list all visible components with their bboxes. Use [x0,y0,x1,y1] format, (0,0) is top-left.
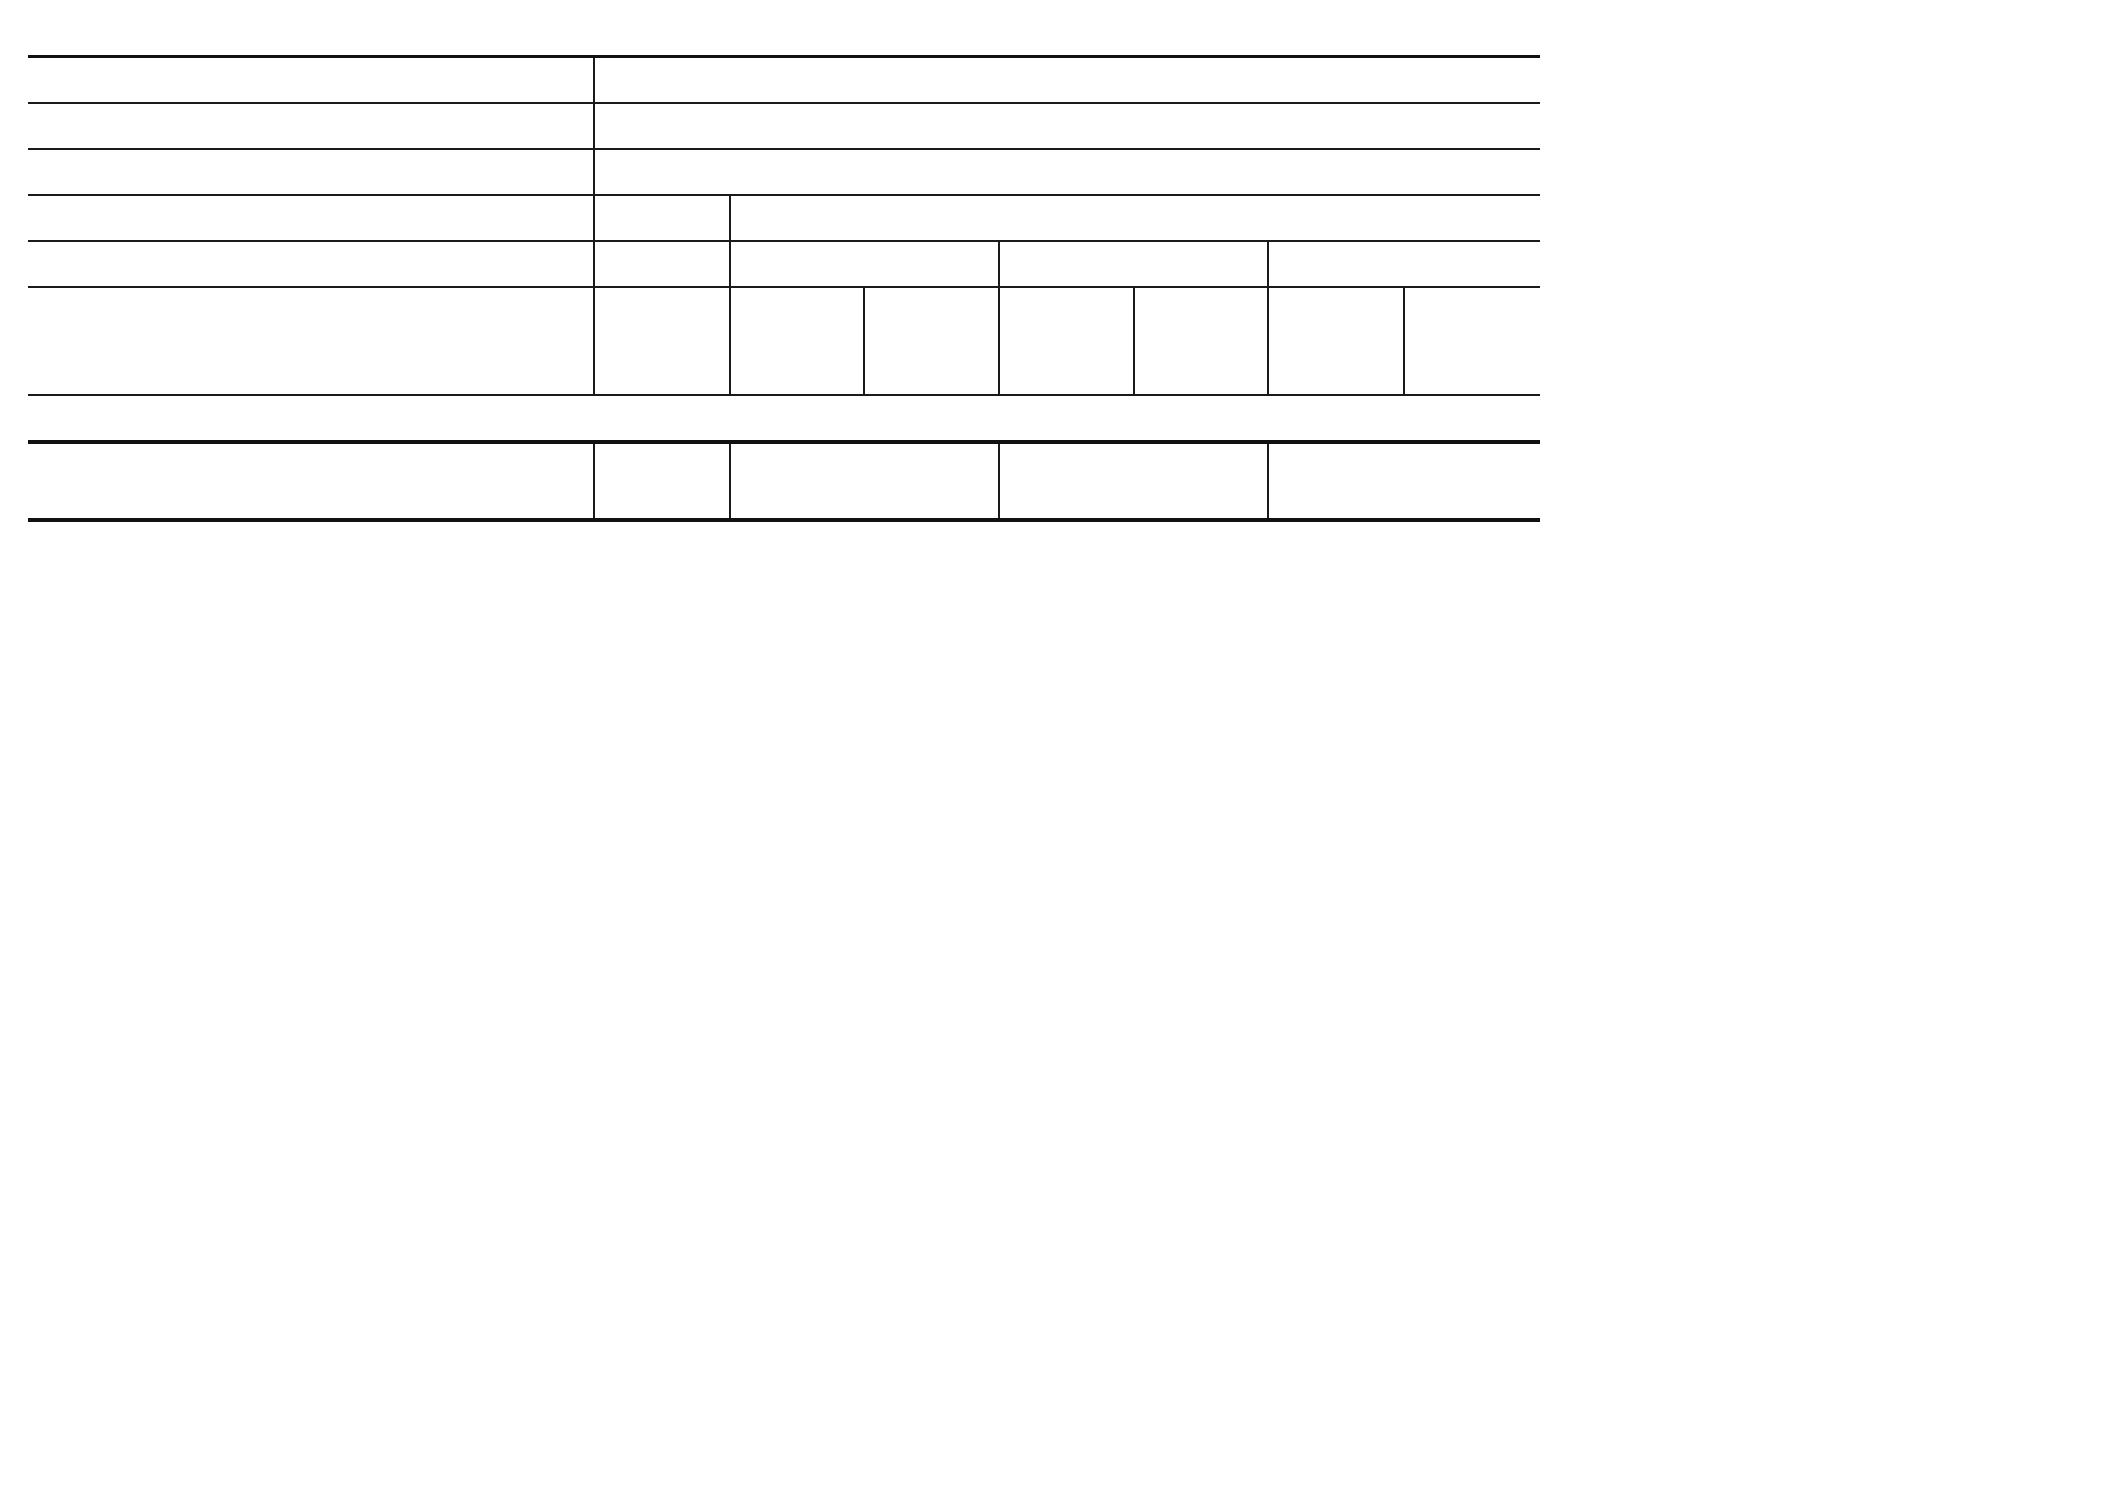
brake-tcs-at [594,241,730,287]
can-type-cell [594,442,730,520]
section-header-can-units [28,395,1540,442]
can-system-spec-table [28,55,1540,522]
row-transmission [28,195,1540,241]
engine-value [594,149,1540,195]
row-label [28,195,594,241]
tpws-cell [594,287,730,395]
row-label [28,442,594,520]
row-axle [28,103,1540,149]
row-body-type [28,57,1540,104]
axle-value [594,103,1540,149]
can-type-cell [730,442,999,520]
row-label [28,57,594,104]
tpws-cell [1404,287,1540,395]
row-engine [28,149,1540,195]
brake-abs [730,241,999,287]
can-type-cell [1268,442,1540,520]
transmission-at [594,195,730,241]
can-type-cell [999,442,1268,520]
tpws-cell [999,287,1134,395]
brake-vdc [1268,241,1540,287]
row-label [28,241,594,287]
tpws-cell [864,287,999,395]
brake-tcs-mt [999,241,1268,287]
row-label [28,149,594,195]
tpws-cell [1134,287,1268,395]
row-label [28,287,594,395]
transmission-mt [730,195,1540,241]
row-label [28,103,594,149]
row-can-type [28,442,1540,520]
tpws-cell [730,287,864,395]
row-brake-control [28,241,1540,287]
body-type-value [594,57,1540,104]
tpws-cell [1268,287,1404,395]
row-section-header [28,395,1540,442]
row-tpws [28,287,1540,395]
